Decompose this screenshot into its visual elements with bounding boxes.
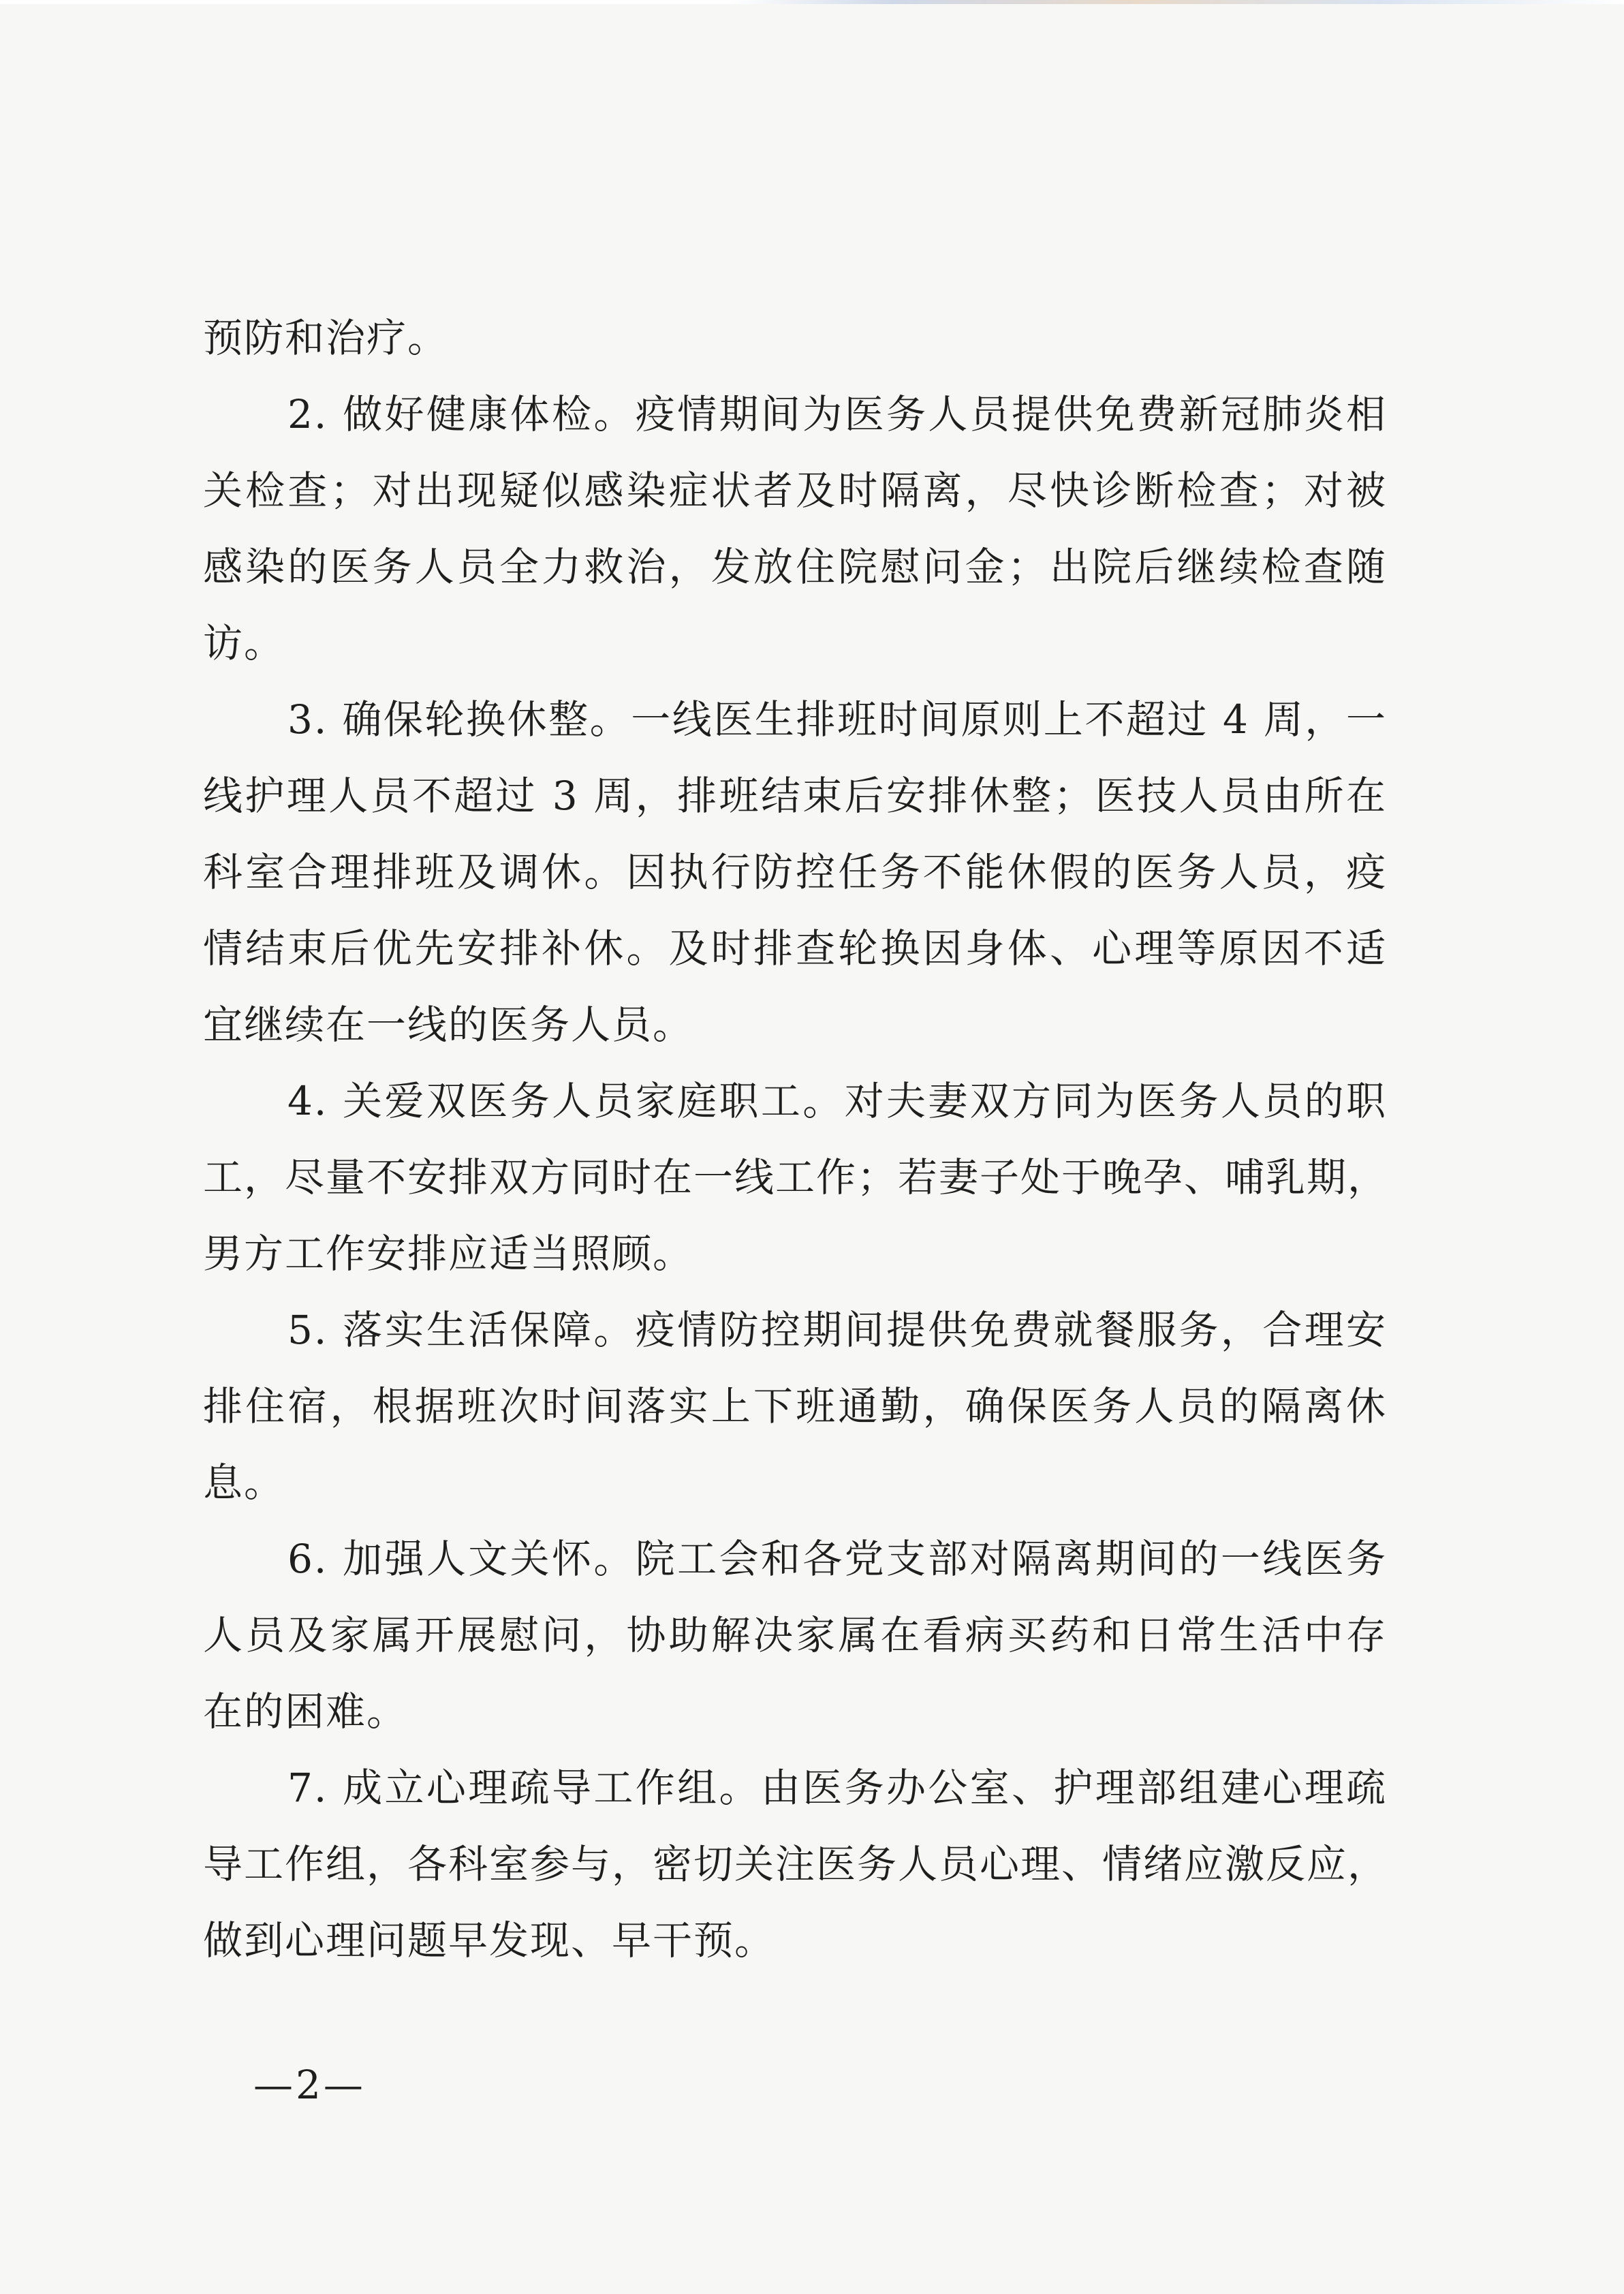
text-line: 感染的医务人员全力救治，发放住院慰问金；出院后继续检查随 (203, 544, 1387, 590)
item-6-heading-line: 6. 加强人文关怀。院工会和各党支部对隔离期间的一线医务 (287, 1536, 1387, 1582)
text-line: 宜继续在一线的医务人员。 (203, 1002, 694, 1048)
item-7-heading-line: 7. 成立心理疏导工作组。由医务办公室、护理部组建心理疏 (287, 1765, 1387, 1811)
text-line: 工，尽量不安排双方同时在一线工作；若妻子处于晚孕、哺乳期， (203, 1154, 1389, 1200)
text-line: 导工作组，各科室参与，密切关注医务人员心理、情绪应激反应， (203, 1841, 1389, 1887)
text-line: 访。 (203, 620, 285, 666)
item-3-heading-line: 3. 确保轮换休整。一线医生排班时间原则上不超过 4 周，一 (287, 696, 1387, 743)
text-line: 男方工作安排应适当照顾。 (203, 1230, 694, 1277)
item-2-heading-line: 2. 做好健康体检。疫情期间为医务人员提供免费新冠肺炎相 (287, 391, 1387, 437)
scan-top-edge (0, 0, 1624, 4)
text-line: 排住宿，根据班次时间落实上下班通勤，确保医务人员的隔离休 (203, 1383, 1387, 1429)
item-5-heading-line: 5. 落实生活保障。疫情防控期间提供免费就餐服务，合理安 (287, 1307, 1387, 1353)
document-body (203, 300, 1387, 1979)
text-line: 在的困难。 (203, 1688, 408, 1735)
text-line: 预防和治疗。 (203, 315, 449, 361)
text-line: 人员及家属开展慰问，协助解决家属在看病买药和日常生活中存 (203, 1612, 1387, 1658)
page-number: —2— (253, 2062, 366, 2108)
text-line: 线护理人员不超过 3 周，排班结束后安排休整；医技人员由所在 (203, 773, 1387, 819)
text-line: 科室合理排班及调休。因执行防控任务不能休假的医务人员，疫 (203, 849, 1387, 895)
text-line: 息。 (203, 1459, 285, 1506)
text-line: 情结束后优先安排补休。及时排查轮换因身体、心理等原因不适 (203, 925, 1387, 972)
text-line: 做到心理问题早发现、早干预。 (203, 1917, 776, 1964)
text-line: 关检查；对出现疑似感染症状者及时隔离，尽快诊断检查；对被 (203, 467, 1387, 514)
item-4-heading-line: 4. 关爱双医务人员家庭职工。对夫妻双方同为医务人员的职 (287, 1078, 1387, 1124)
